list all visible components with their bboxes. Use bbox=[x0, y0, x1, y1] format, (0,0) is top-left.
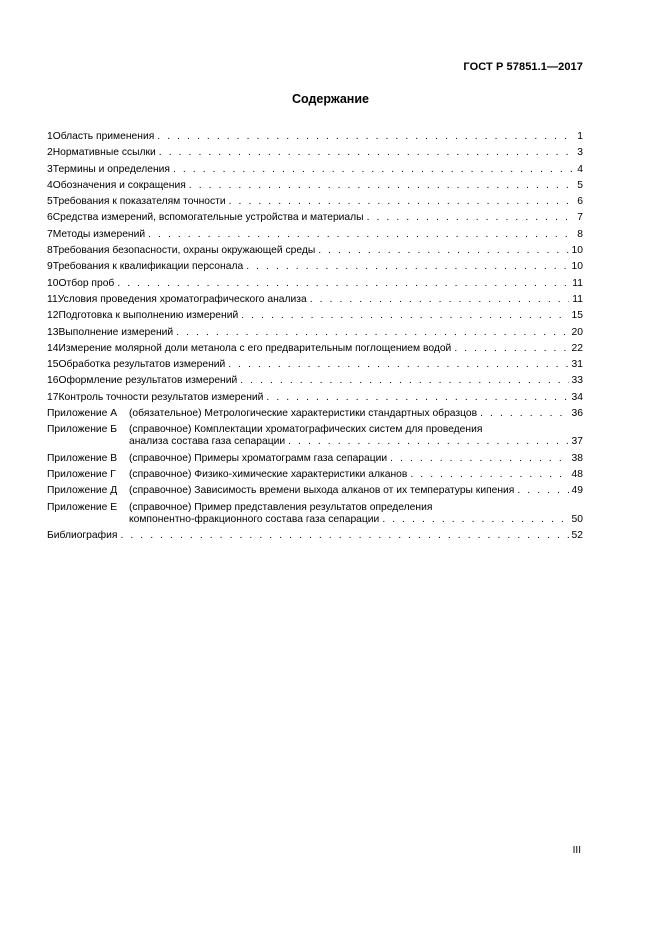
dot-leader bbox=[117, 278, 569, 290]
toc-entry-title: Обозначения и сокращения bbox=[52, 179, 186, 191]
dot-leader bbox=[228, 359, 568, 371]
toc-entry-number: 5 bbox=[47, 196, 53, 208]
toc-entry[interactable] bbox=[47, 196, 583, 208]
toc-entry-page: 11 bbox=[572, 293, 583, 305]
toc-entry-title: (справочное) Примеры хроматограмм газа сепарации bbox=[129, 452, 388, 464]
toc-entry-title: Библиография bbox=[47, 529, 118, 541]
toc-entry[interactable] bbox=[47, 453, 583, 465]
toc-entry[interactable] bbox=[47, 375, 583, 387]
toc-entry-number: 4 bbox=[47, 179, 53, 191]
toc-entry-number: 10 bbox=[47, 277, 59, 289]
toc-entry-number: Приложение В bbox=[47, 452, 118, 464]
toc-entry-title: (справочное) Зависимость времени выхода алканов от их температуры кипения bbox=[129, 485, 515, 497]
toc-entry-page: 52 bbox=[571, 529, 583, 541]
toc-entry[interactable] bbox=[47, 392, 583, 404]
toc-entry-number: 2 bbox=[47, 147, 53, 159]
toc-entry-title: Условия проведения хроматографического анализа bbox=[57, 293, 307, 305]
toc-entry[interactable] bbox=[47, 502, 583, 526]
dot-leader bbox=[410, 469, 568, 481]
toc-entry-title: Требования к квалификации персонала bbox=[52, 261, 244, 273]
toc-entry-title: анализа состава газа сепарации bbox=[129, 436, 286, 448]
toc-entry-page: 50 bbox=[571, 513, 583, 525]
toc-entry-number: 17 bbox=[47, 391, 59, 403]
toc-entry-number: 9 bbox=[47, 261, 53, 273]
toc-entry-number: 7 bbox=[47, 228, 53, 240]
toc-entry[interactable] bbox=[47, 245, 583, 257]
dot-leader bbox=[454, 343, 568, 355]
toc-entry-number: Приложение Е bbox=[47, 501, 118, 513]
dot-leader bbox=[159, 147, 574, 159]
dot-leader bbox=[390, 453, 568, 465]
toc-entry-page: 37 bbox=[571, 436, 583, 448]
toc-entry-title: Отбор проб bbox=[58, 277, 115, 289]
toc-entry-page: 8 bbox=[577, 228, 583, 240]
dot-leader bbox=[189, 180, 574, 192]
toc-entry[interactable] bbox=[47, 343, 583, 355]
dot-leader bbox=[382, 514, 568, 526]
toc-entry[interactable] bbox=[47, 359, 583, 371]
toc-entry[interactable] bbox=[47, 408, 583, 420]
toc-entry[interactable] bbox=[47, 147, 583, 159]
toc-entry-page: 10 bbox=[571, 245, 583, 257]
toc-entry-number: 13 bbox=[47, 326, 59, 338]
dot-leader bbox=[246, 261, 568, 273]
toc-entry-page: 49 bbox=[571, 485, 583, 497]
toc-entry-page: 1 bbox=[577, 131, 583, 142]
toc-entry-title: компонентно-фракционного состава газа сепарации bbox=[129, 513, 380, 525]
dot-leader bbox=[318, 245, 568, 257]
dot-leader bbox=[176, 327, 568, 339]
dot-leader bbox=[120, 530, 568, 542]
toc-entry[interactable] bbox=[47, 294, 583, 306]
toc-entry-title: (справочное) Комплектации хроматографических систем для проведения bbox=[129, 424, 483, 436]
toc-entry-number: 12 bbox=[47, 310, 59, 322]
toc-entry-number: 1 bbox=[47, 131, 53, 142]
toc-entry-page: 5 bbox=[577, 179, 583, 191]
toc-entry-title: Термины и определения bbox=[52, 163, 170, 175]
toc-entry-page: 31 bbox=[571, 359, 583, 371]
toc-entry[interactable] bbox=[47, 469, 583, 481]
toc-entry[interactable] bbox=[47, 278, 583, 290]
toc-entry-page: 33 bbox=[571, 375, 583, 387]
page-number: III bbox=[572, 845, 581, 856]
dot-leader bbox=[288, 436, 568, 448]
toc-entry-page: 36 bbox=[571, 408, 583, 420]
toc-entry-page: 15 bbox=[571, 310, 583, 322]
dot-leader bbox=[240, 375, 568, 387]
toc-entry[interactable] bbox=[47, 261, 583, 273]
toc-entry-title: Требования к показателям точности bbox=[52, 196, 226, 208]
toc-entry-title: (обязательное) Метрологические характеристики стандартных образцов bbox=[129, 408, 478, 420]
toc-entry-title: (справочное) Пример представления результатов определения bbox=[129, 501, 433, 513]
dot-leader bbox=[367, 212, 575, 224]
toc-entry-title: Контроль точности результатов измерений bbox=[58, 391, 264, 403]
toc-entry-page: 7 bbox=[577, 212, 583, 224]
toc-entry-number: Приложение Г bbox=[47, 468, 116, 480]
toc-entry-page: 34 bbox=[571, 391, 583, 403]
toc-entry-title: Обработка результатов измерений bbox=[58, 359, 226, 371]
toc-entry-page: 11 bbox=[572, 277, 583, 289]
toc-entry-title: Область применения bbox=[52, 131, 155, 142]
toc-entry[interactable] bbox=[47, 164, 583, 176]
toc-entry-title: Требования безопасности, охраны окружающей среды bbox=[52, 245, 316, 257]
dot-leader bbox=[310, 294, 570, 306]
toc-entry-title: Оформление результатов измерений bbox=[58, 375, 238, 387]
toc-entry[interactable] bbox=[47, 131, 583, 143]
toc-entry-page: 4 bbox=[577, 163, 583, 175]
toc-entry[interactable] bbox=[47, 485, 583, 497]
toc-entry-number: Приложение А bbox=[47, 408, 118, 420]
toc-entry-number: 3 bbox=[47, 163, 53, 175]
document-code: ГОСТ Р 57851.1—2017 bbox=[463, 61, 583, 73]
toc-entry[interactable] bbox=[47, 424, 583, 448]
toc-entry-title: Нормативные ссылки bbox=[52, 147, 156, 159]
toc-entry-page: 10 bbox=[571, 261, 583, 273]
toc-entry-number: 6 bbox=[47, 212, 53, 224]
toc-entry-title: (справочное) Физико-химические характеристики алканов bbox=[129, 468, 408, 480]
toc-entry-number: Приложение Д bbox=[47, 485, 118, 497]
dot-leader bbox=[517, 485, 568, 497]
dot-leader bbox=[157, 131, 574, 143]
toc-entry[interactable] bbox=[47, 327, 583, 339]
dot-leader bbox=[241, 310, 568, 322]
toc-entry-title: Средства измерений, вспомогательные устройства и материалы bbox=[52, 212, 364, 224]
dot-leader bbox=[148, 229, 574, 241]
toc-entry[interactable] bbox=[47, 530, 583, 542]
toc-entry-title: Подготовка к выполнению измерений bbox=[58, 310, 239, 322]
toc-entry-title: Выполнение измерений bbox=[58, 326, 174, 338]
toc-entry-number: 15 bbox=[47, 359, 59, 371]
toc-entry-page: 22 bbox=[571, 342, 583, 354]
toc-entry[interactable] bbox=[47, 229, 583, 241]
table-of-contents bbox=[47, 131, 583, 546]
toc-entry-number: 11 bbox=[47, 293, 58, 305]
toc-entry[interactable] bbox=[47, 180, 583, 192]
toc-entry[interactable] bbox=[47, 212, 583, 224]
page-title: Содержание bbox=[291, 92, 369, 106]
toc-entry-page: 3 bbox=[577, 147, 583, 159]
toc-entry-page: 48 bbox=[571, 468, 583, 480]
dot-leader bbox=[229, 196, 575, 208]
toc-entry-page: 38 bbox=[571, 452, 583, 464]
toc-entry-page: 20 bbox=[571, 326, 583, 338]
toc-entry-page: 6 bbox=[577, 196, 583, 208]
dot-leader bbox=[266, 392, 568, 404]
toc-entry-number: 14 bbox=[47, 342, 59, 354]
dot-leader bbox=[480, 408, 568, 420]
toc-entry-number: Приложение Б bbox=[47, 424, 118, 436]
toc-entry-title: Измерение молярной доли метанола с его предварительным поглощением водой bbox=[58, 342, 452, 354]
toc-entry-title: Методы измерений bbox=[52, 228, 146, 240]
toc-entry[interactable] bbox=[47, 310, 583, 322]
dot-leader bbox=[173, 164, 574, 176]
toc-entry-number: 8 bbox=[47, 245, 53, 257]
toc-entry-number: 16 bbox=[47, 375, 59, 387]
